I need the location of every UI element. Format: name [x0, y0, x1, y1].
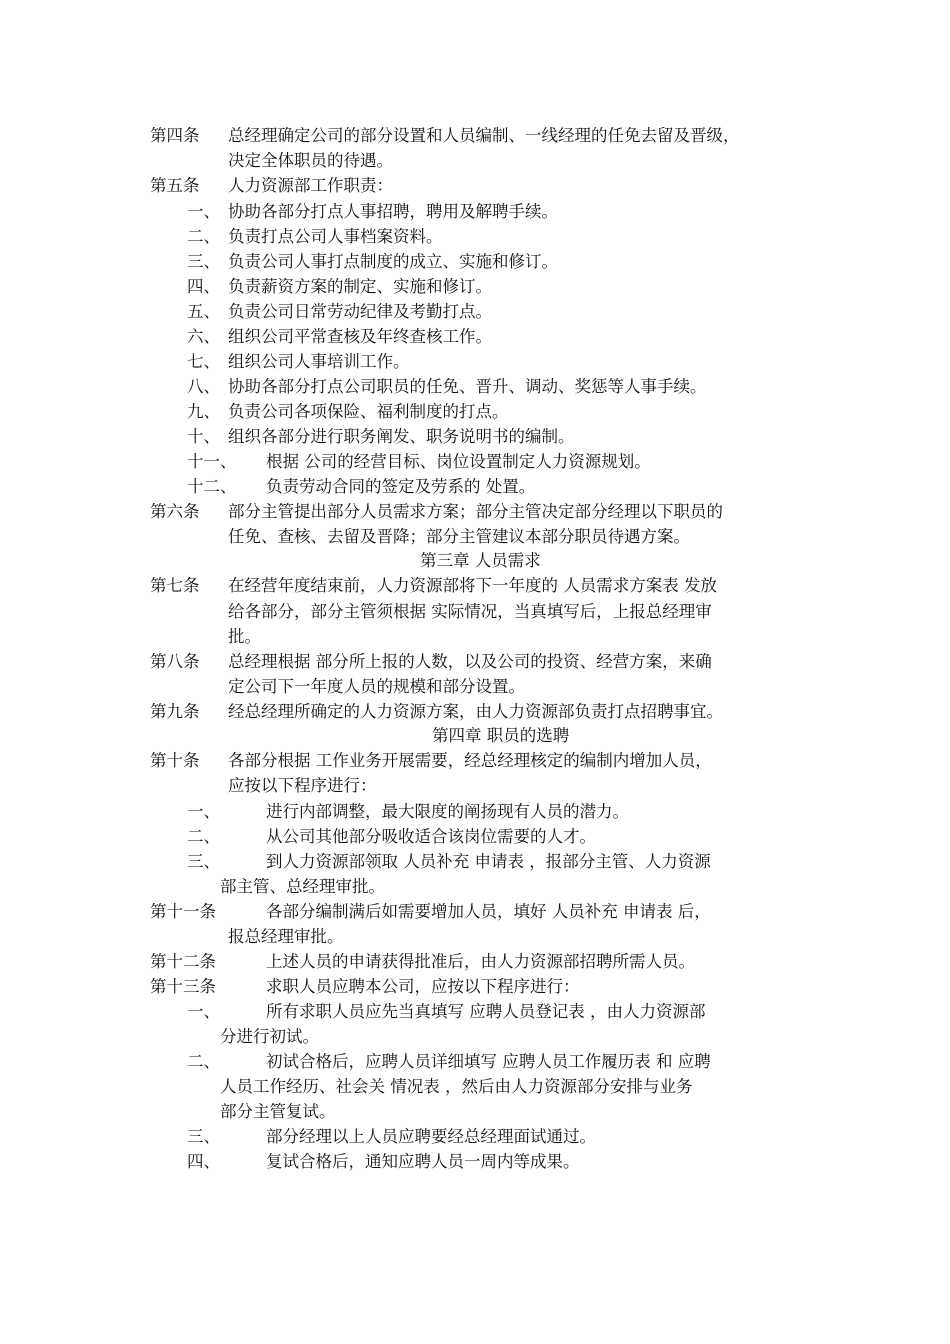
article-text: 各部分编制满后如需要增加人员，填好 人员补充 申请表 后，	[266, 902, 711, 921]
list-item-label: 三、	[187, 1127, 220, 1146]
article-label: 第六条	[150, 502, 200, 521]
list-item-text: 初试合格后，应聘人员详细填写 应聘人员工作履历表 和 应聘	[266, 1052, 711, 1071]
list-item-label: 四、	[187, 277, 220, 296]
list-item-label: 二、	[187, 1052, 220, 1071]
list-item-text: 部分主管复试。	[220, 1102, 336, 1121]
chapter-heading: 第三章 人员需求	[420, 551, 541, 570]
list-item-label: 一、	[187, 1002, 220, 1021]
list-item-label: 十二、	[187, 477, 237, 496]
article-label: 第九条	[150, 702, 200, 721]
article-text: 经总经理所确定的人力资源方案，由人力资源部负责打点招聘事宜。	[228, 702, 723, 721]
list-item-label: 二、	[187, 227, 220, 246]
list-item-text: 组织公司人事培训工作。	[228, 352, 410, 371]
list-item-label: 三、	[187, 252, 220, 271]
list-item-text: 部分经理以上人员应聘要经总经理面试通过。	[266, 1127, 596, 1146]
article-text: 给各部分，部分主管须根据 实际情况，当真填写后，上报总经理审	[228, 602, 712, 621]
article-text: 人力资源部工作职责：	[228, 176, 393, 195]
list-item-text: 所有求职人员应先当真填写 应聘人员登记表 ，由人力资源部	[266, 1002, 706, 1021]
list-item-label: 一、	[187, 202, 220, 221]
article-label: 第八条	[150, 652, 200, 671]
article-label: 第十三条	[150, 977, 216, 996]
list-item-label: 十一、	[187, 452, 237, 471]
article-text: 各部分根据 工作业务开展需要，经总经理核定的编制内增加人员，	[228, 751, 712, 770]
article-label: 第七条	[150, 576, 200, 595]
list-item-label: 九、	[187, 402, 220, 421]
list-item-label: 一、	[187, 802, 220, 821]
list-item-text: 部主管、总经理审批。	[220, 877, 385, 896]
list-item-text: 组织各部分进行职务阐发、职务说明书的编制。	[228, 427, 575, 446]
list-item-text: 组织公司平常查核及年终查核工作。	[228, 327, 492, 346]
list-item-text: 负责打点公司人事档案资料。	[228, 227, 443, 246]
list-item-label: 五、	[187, 302, 220, 321]
list-item-text: 负责公司人事打点制度的成立、实施和修订。	[228, 252, 558, 271]
article-text: 任免、查核、去留及晋降；部分主管建议本部分职员待遇方案。	[228, 527, 690, 546]
article-text: 总经理根据 部分所上报的人数，以及公司的投资、经营方案，来确	[228, 652, 712, 671]
chapter-heading: 第四章 职员的选聘	[432, 726, 570, 745]
list-item-label: 八、	[187, 377, 220, 396]
article-label: 第五条	[150, 176, 200, 195]
article-text: 决定全体职员的待遇。	[228, 151, 393, 170]
list-item-text: 进行内部调整，最大限度的阐扬现有人员的潜力。	[266, 802, 629, 821]
article-text: 应按以下程序进行：	[228, 776, 377, 795]
list-item-label: 三、	[187, 852, 220, 871]
article-text: 部分主管提出部分人员需求方案；部分主管决定部分经理以下职员的	[228, 502, 723, 521]
article-text: 报总经理审批。	[228, 927, 344, 946]
article-label: 第四条	[150, 126, 200, 145]
article-text: 批。	[228, 627, 261, 646]
article-text: 求职人员应聘本公司，应按以下程序进行：	[266, 977, 580, 996]
list-item-label: 七、	[187, 352, 220, 371]
list-item-label: 六、	[187, 327, 220, 346]
list-item-text: 协助各部分打点公司职员的任免、晋升、调动、奖惩等人事手续。	[228, 377, 707, 396]
list-item-text: 从公司其他部分吸收适合该岗位需要的人才。	[266, 827, 596, 846]
list-item-label: 十、	[187, 427, 220, 446]
list-item-label: 二、	[187, 827, 220, 846]
list-item-text: 复试合格后，通知应聘人员一周内等成果。	[266, 1152, 580, 1171]
article-text: 在经营年度结束前，人力资源部将下一年度的 人员需求方案表 发放	[228, 576, 717, 595]
article-label: 第十条	[150, 751, 200, 770]
list-item-label: 四、	[187, 1152, 220, 1171]
article-text: 上述人员的申请获得批准后，由人力资源部招聘所需人员。	[266, 952, 695, 971]
list-item-text: 人员工作经历、社会关 情况表 ，然后由人力资源部分安排与业务	[220, 1077, 693, 1096]
list-item-text: 协助各部分打点人事招聘，聘用及解聘手续。	[228, 202, 558, 221]
list-item-text: 负责公司日常劳动纪律及考勤打点。	[228, 302, 492, 321]
list-item-text: 负责薪资方案的制定、实施和修订。	[228, 277, 492, 296]
article-text: 定公司下一年度人员的规模和部分设置。	[228, 677, 525, 696]
list-item-text: 根据 公司的经营目标、岗位设置制定人力资源规划。	[266, 452, 651, 471]
list-item-text: 负责公司各项保险、福利制度的打点。	[228, 402, 509, 421]
article-label: 第十二条	[150, 952, 216, 971]
list-item-text: 分进行初试。	[220, 1027, 319, 1046]
article-label: 第十一条	[150, 902, 216, 921]
list-item-text: 到人力资源部领取 人员补充 申请表 ，报部分主管、人力资源	[266, 852, 711, 871]
list-item-text: 负责劳动合同的签定及劳系的 处置。	[266, 477, 536, 496]
article-text: 总经理确定公司的部分设置和人员编制、一线经理的任免去留及晋级，	[228, 126, 740, 145]
